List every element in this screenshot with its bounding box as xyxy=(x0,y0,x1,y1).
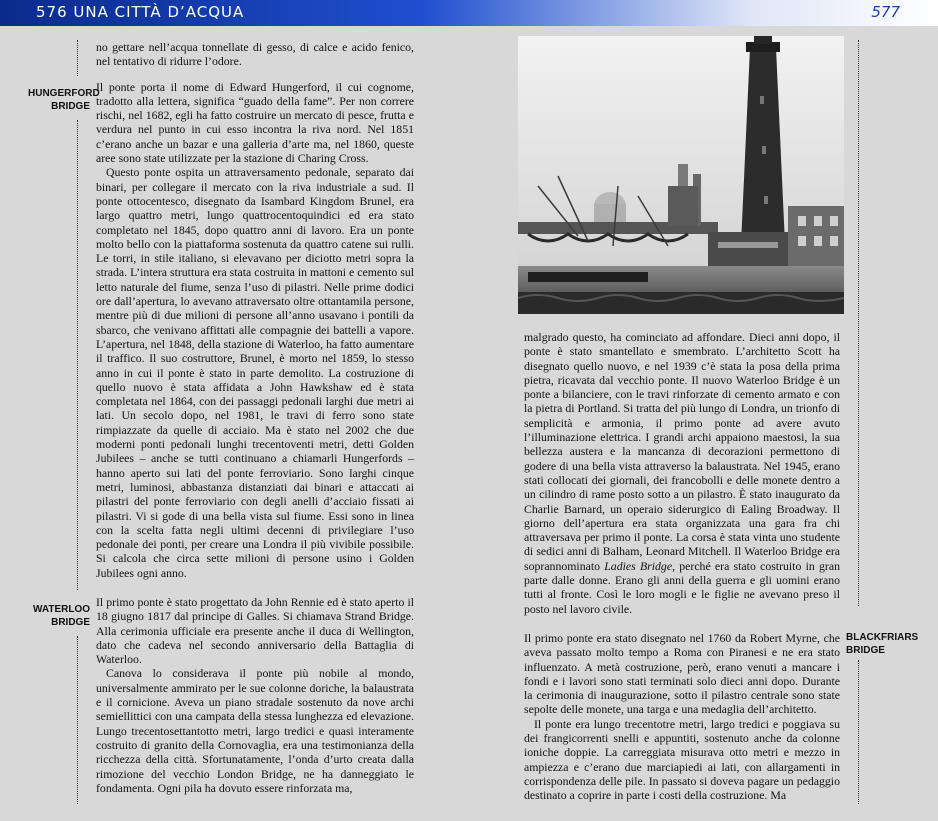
right-page-number: 577 xyxy=(871,3,900,21)
waterloo-paragraph-2: Canova lo considerava il ponte più nobile al mondo, universalmente ammirato per le sue colonne doriche, la balaustrata e il cornicione. Aveva un piano stradale sostenuto da nove archi semiellittici con una campata della stessa lunghezza ed elevazione. Lungo trecentosettantotto metri, largo tredici e quasi interamente costruito di granito della Cornovaglia, era una testimonianza della ricchezza della città. Sfortunatamente, l’onda d’urto creata dalla rimozione del vecchio London Bridge, ne ha danneggiato le fondamenta. Ogni pila ha dovuto essere rinforzata ma, xyxy=(96,666,414,795)
right-text-column xyxy=(524,330,840,803)
side-heading-blackfriars xyxy=(846,631,926,657)
ladies-bridge-name: Ladies Bridge xyxy=(604,558,673,573)
side-heading-hungerford xyxy=(28,87,100,113)
side-heading-line: BRIDGE xyxy=(51,101,90,112)
blackfriars-paragraph-1: Il primo ponte era stato disegnato nel 1760 da Robert Myrne, che aveva passato molto tempo a Roma con Piranesi e ne era stato influenzato. A metà costruzione, però, erano venuti a mancare i fondi e i lavori sono stati terminati solo dieci anni dopo. Durante la cerimonia di inaugurazione, sotto il pilastro centrale sono state sepolte delle monete, una targa e una medaglia dell’architetto. xyxy=(524,630,840,717)
hungerford-paragraph-1: Il ponte porta il nome di Edward Hungerford, il cui cognome, tradotto alla lettera, significa “guado della fame”. Per non correre rischi, nel 1682, egli ha fatto costruire un mercato di pesce, frutta e verdura nel punto in cui esso incontra la riva nord. Nel 1851 c’erano anche un bazar e una galleria d’arte ma, nel 1860, queste aree sono state utilizzate per la stazione di Charing Cross. xyxy=(96,79,414,166)
margin-dotted-rule xyxy=(77,40,78,76)
historic-photo xyxy=(518,36,844,314)
side-heading-waterloo xyxy=(28,603,90,629)
waterloo-continued-text-a: malgrado questo, ha cominciato ad affondare. Dieci anni dopo, il ponte è stato smantellato e smembrato. L’architetto Scott ha disegnato quello nuovo, e nel 1939 c’è stata la posa della prima pietra, ricavata dal vecchio ponte. Il nuovo Waterloo Bridge è un ponte a bilanciere, con le travi rinforzate di cemento armato e con la pietra di Portland. Si tratta del più lungo di Londra, un trionfo di semplicità e armonia, il primo ponte ad avere avuto l’illuminazione elettrica. I grandi archi appaiono maestosi, la sua bellezza austera e la mancanza di decorazioni permettono di godere di una bella vista attraverso la balaustrata. Nel 1945, erano stati collocati dei giornali, dei francobolli e delle monete dentro a un cilindro di rame posto sotto a un pilastro. È stato inaugurato da Charlie Barnard, un operaio siderurgico di Ealing Broadway. Il giorno dell’apertura era stata organizzata una gara fra chi attraversava per primo il ponte. La corsa è stata vinta uno studente di sedici anni di Balham, Leonard Mitchell. Il Waterloo Bridge era soprannominato xyxy=(524,330,840,573)
hungerford-paragraph-2: Questo ponte ospita un attraversamento pedonale, separato dai binari, per collegare il mercato con la riva industriale a sud. Il ponte ottocentesco, disegnato da Isambard Kingdom Brunel, era largo quattro metri, lungo quattrocentoquindici ed era stato completato nel 1845, dopo quattro anni di lavoro. Era un ponte molto bello con la piattaforma sostenuta da quattro catene sui rulli. Le torri, in stile italiano, si elevavano per diciotto metri sopra la strada. L’intera struttura era stata costruita in mattoni e cemento sul letto naturale del fiume, senza l’uso di pilastri. Nelle prime dodici ore dall’apertura, lo avevano attraversato oltre ottantamila persone, mentre più di due milioni di persone all’anno usavano i pontili da sbarco, che venivano affittati alle compagnie dei battelli a vapore. L’apertura, nel 1848, della stazione di Waterloo, ha fatto aumentare il traffico. Il suo costruttore, Brunel, è morto nel 1859, lo stesso anno in cui il ponte è stato in parte demolito. La costruzione di quello nuovo è stata affidata a John Hawkshaw ed è stata completata nel 1864, con dei passaggi pedonali larghi due metri ai lati. Un secolo dopo, nel 1981, le travi di ferro sono state rimpiazzate da quelle di acciaio. Ma è stato nel 2002 che due moderni ponti pedonali lunghi trecentoventi metri, detti Golden Jubilees – anche se tutti continuano a chiamarli Hungerfords – hanno aperto sui lati del ponte ferroviario. Sono larghi cinque metri, luminosi, abbastanza distanziati dai binari e attaccati ai pilastri del ponte ferroviario con degli anelli d’acciaio fissati ai pilastri. Vi si gode di una bella vista sul fiume. Essi sono in linea con la scelta fatta negli ultimi decenni di privilegiare l’uso pedonale dei ponti, per creare una Londra il più vivibile possibile. Si calcola che circa sette milioni di persone usino i Golden Jubilees ogni anno. xyxy=(96,165,414,580)
side-heading-line: BRIDGE xyxy=(51,617,90,628)
blackfriars-paragraph-2: Il ponte era lungo trecentotre metri, largo tredici e poggiava su dei frangicorrenti snelli e appuntiti, sostenuto anche da colonne ioniche doppie. La carreggiata misurava otto metri e mezzo in ampiezza e c’erano due marciapiedi ai lati, con allargamenti in corrispondenza delle pile. In passato si doveva pagare un pedaggio destinato a coprire in parte i costi della costruzione. Ma xyxy=(524,716,840,803)
page-header xyxy=(0,0,938,26)
side-heading-line: BRIDGE xyxy=(846,645,885,656)
waterloo-continued-paragraph xyxy=(524,330,840,616)
margin-dotted-rule xyxy=(77,120,78,590)
side-heading-line: WATERLOO xyxy=(32,604,90,615)
left-text-column xyxy=(96,40,414,795)
intro-paragraph: no gettare nell’acqua tonnellate di gesso, di calce e acido fenico, nel tentativo di ridurre l’odore. xyxy=(96,40,414,69)
margin-dotted-rule xyxy=(858,40,859,606)
side-heading-line: HUNGERFORD xyxy=(28,88,100,99)
waterloo-continued-text-b: , perché era stato costruito in gran parte dalle donne. Erano gli anni della guerra e gli uomini erano tutti al fronte. Così le loro mogli e le figlie ne avevano preso il posto nel lavoro civile. xyxy=(524,558,840,616)
waterloo-paragraph-1: Il primo ponte è stato progettato da John Rennie ed è stato aperto il 18 giugno 1817 dal principe di Galles. Si chiamava Strand Bridge. Alla cerimonia ufficiale era presente anche il duca di Wellington, dato che cadeva nel secondo anniversario della Battaglia di Waterloo. xyxy=(96,594,414,667)
margin-dotted-rule xyxy=(858,660,859,804)
left-page-title: 576 UNA CITTÀ D’ACQUA xyxy=(36,3,245,21)
side-heading-line: BLACKFRIARS xyxy=(846,632,919,643)
margin-dotted-rule xyxy=(77,636,78,804)
shot-tower-photo-icon xyxy=(518,36,844,314)
